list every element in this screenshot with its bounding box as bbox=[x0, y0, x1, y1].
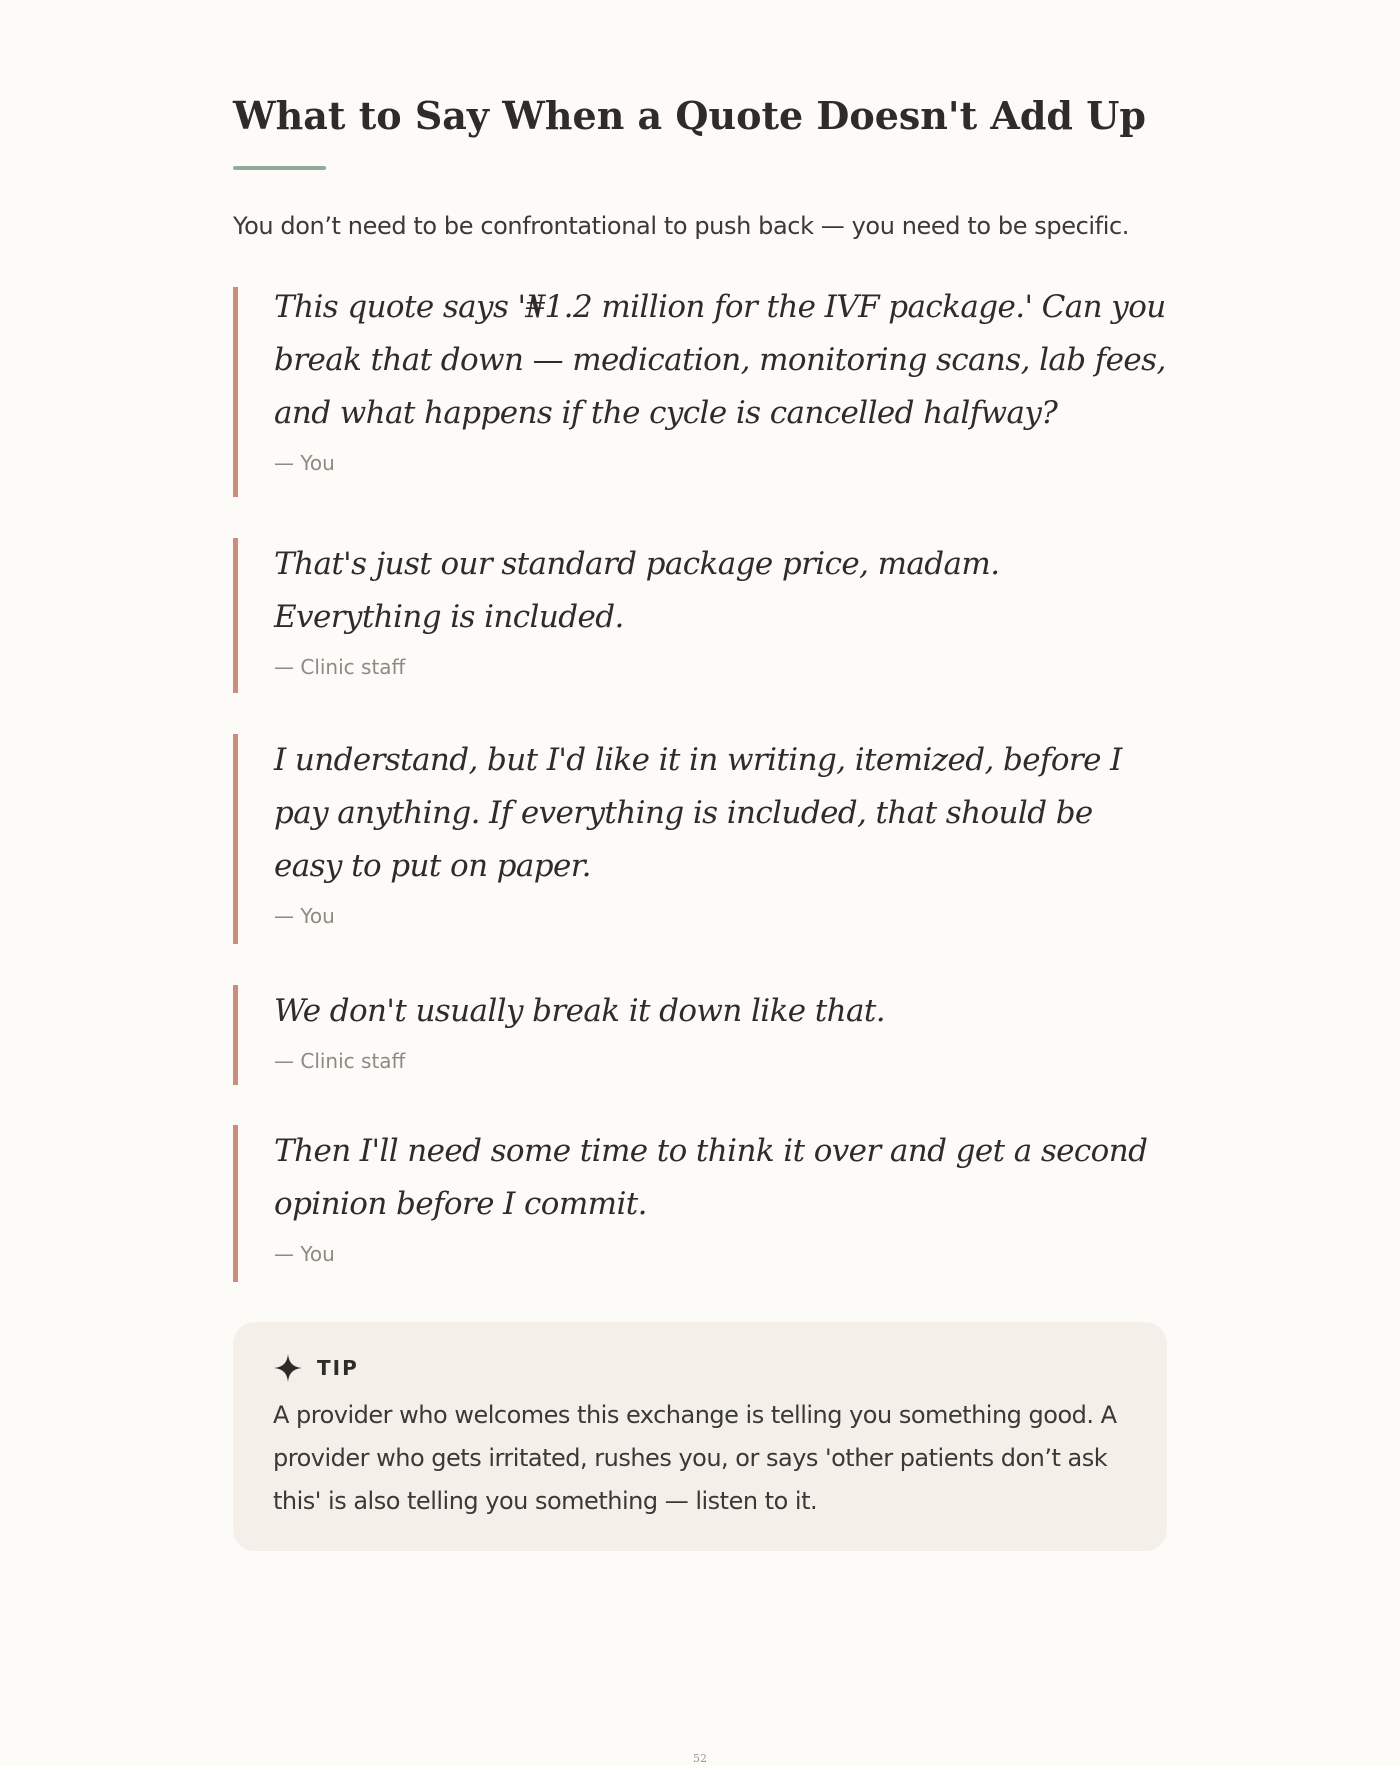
intro-text: You don’t need to be confrontational to push back — you need to be specific. bbox=[233, 212, 1130, 240]
quote-attribution: — You bbox=[274, 451, 335, 475]
quote-block bbox=[233, 985, 1167, 1085]
quote-attribution: — Clinic staff bbox=[274, 1049, 406, 1073]
page-number: 52 bbox=[693, 1752, 707, 1765]
quote-block bbox=[233, 1125, 1167, 1282]
quote-text: That's just our standard package price, madam. Everything is included. bbox=[274, 546, 1000, 635]
quote-attribution: — Clinic staff bbox=[274, 655, 406, 679]
tip-label: TIP bbox=[317, 1356, 359, 1380]
title-underline bbox=[233, 166, 326, 170]
tip-body: A provider who welcomes this exchange is telling you something good. A provider who gets irritated, rushes you, or says 'other patients don’t ask this' is also telling you something — listen to it. bbox=[273, 1401, 1117, 1515]
quote-attribution: — You bbox=[274, 1242, 335, 1266]
page-title: What to Say When a Quote Doesn't Add Up bbox=[233, 93, 1146, 138]
tip-callout bbox=[233, 1322, 1167, 1551]
quote-attribution: — You bbox=[274, 904, 335, 928]
quote-text: We don't usually break it down like that. bbox=[274, 993, 886, 1029]
quote-block bbox=[233, 538, 1167, 693]
quote-text: Then I'll need some time to think it over and get a second opinion before I commit. bbox=[274, 1133, 1148, 1222]
quote-block bbox=[233, 734, 1167, 944]
quote-text: This quote says '₦1.2 million for the IVF package.' Can you break that down — medication, monitoring scans, lab fees, and what happens if the cycle is cancelled halfway? bbox=[274, 289, 1166, 431]
quote-block bbox=[233, 287, 1167, 497]
quote-text: I understand, but I'd like it in writing, itemized, before I pay anything. If everything is included, that should be easy to put on paper. bbox=[274, 742, 1122, 884]
tip-header bbox=[273, 1350, 1127, 1386]
sparkle-icon bbox=[273, 1353, 303, 1383]
